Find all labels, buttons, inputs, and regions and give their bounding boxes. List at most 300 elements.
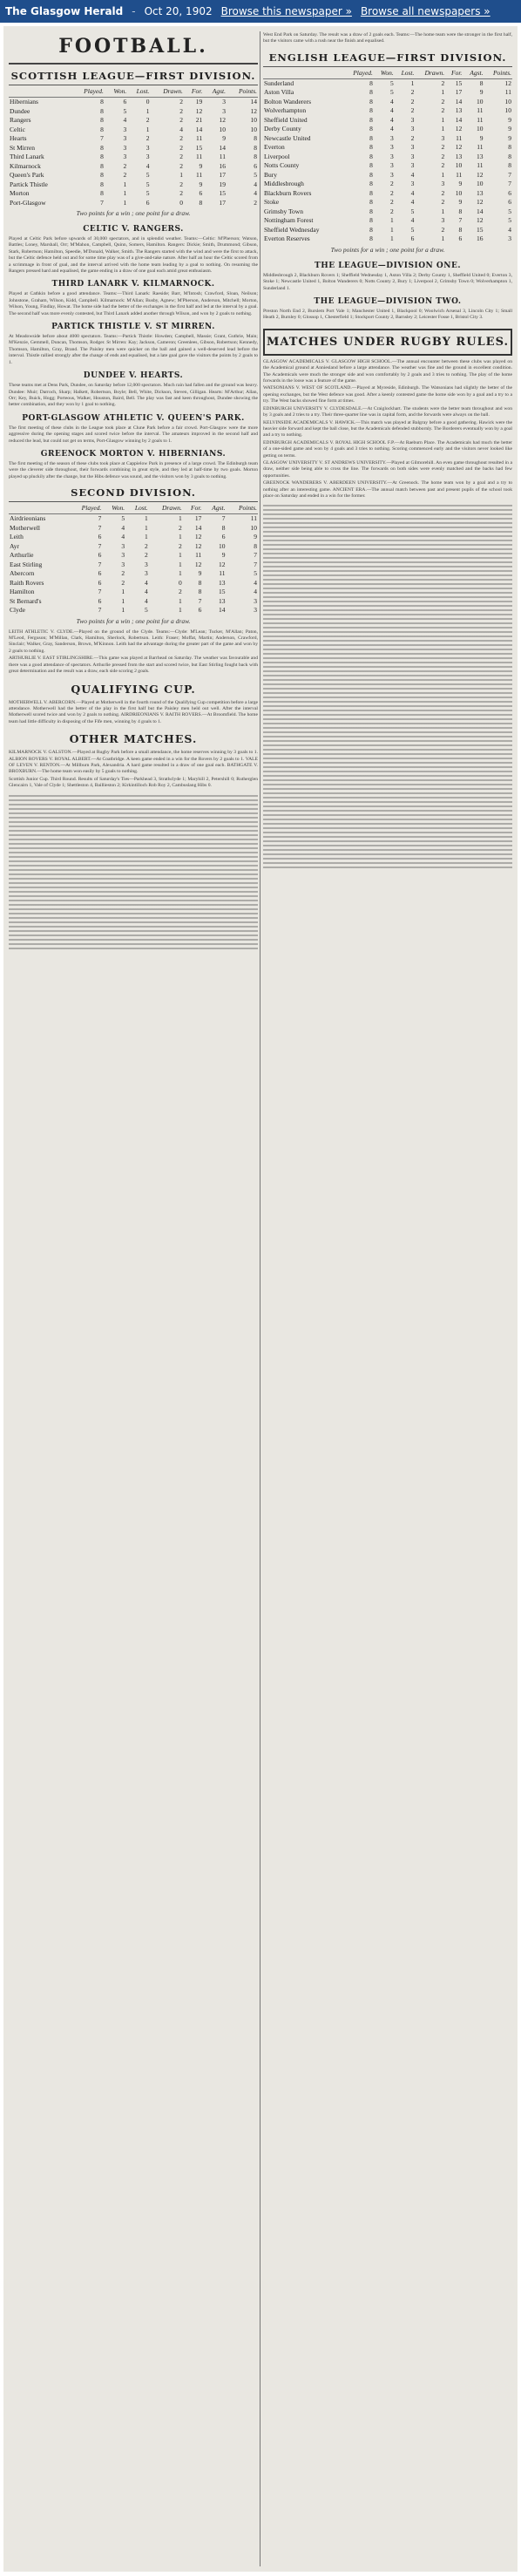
stat-cell: 12 xyxy=(455,143,463,152)
table-row xyxy=(9,116,258,126)
team-name-cell: St Mirren xyxy=(10,143,35,152)
stat-cell: 12 xyxy=(477,198,484,207)
table-row xyxy=(9,569,258,579)
table-header-cell: Won. xyxy=(374,67,395,79)
stat-cell: 3 xyxy=(390,133,394,142)
stat-cell: 3 xyxy=(144,560,148,568)
stat-cell: 6 xyxy=(98,578,102,587)
table-header-cell: Played. xyxy=(71,85,104,98)
table-row xyxy=(263,134,512,144)
league2-table xyxy=(9,502,258,615)
stat-cell: 4 xyxy=(254,578,257,587)
stat-cell: 16 xyxy=(477,234,484,243)
stat-cell: 17 xyxy=(455,88,463,97)
league1-note: Two points for a win ; one point for a draw. xyxy=(76,209,191,217)
stat-cell: 1 xyxy=(144,533,148,541)
table-row xyxy=(9,171,258,180)
stat-cell: 9 xyxy=(199,161,203,170)
match-report-text: ARTHURLIE V. EAST STIRLINGSHIRE.—This game was played at Barrhead on Saturday. The weather was favourable and there was a good attendance of spectators. Arthurlie pressed from the start and scored twice, but East Stirling fought back with great determination and the result was a draw, each side scoring 2 goals. xyxy=(9,656,258,675)
team-name-cell: Arthurlie xyxy=(10,551,34,560)
team-name-cell: Notts County xyxy=(264,161,300,170)
match-report-title: PORT-GLASGOW ATHLETIC V. QUEEN'S PARK. xyxy=(22,413,245,423)
team-name-cell: Hamilton xyxy=(10,588,35,596)
stat-cell: 11 xyxy=(195,153,203,160)
browser-toolbar xyxy=(0,0,521,23)
stat-cell: 2 xyxy=(441,161,445,170)
stat-cell: 2 xyxy=(441,143,445,152)
table-row xyxy=(263,171,512,180)
stat-cell: 1 xyxy=(123,180,127,188)
stat-cell: 14 xyxy=(455,115,463,124)
division-two-results: Preston North End 2, Burslem Port Vale 1; Manchester United 1, Blackpool 0; Woolwich Arsenal 3, Lincoln City 1; Small Heath 2, Burnley 0; Glossop 1, Chesterfield 1; Stockport County 2, Barnsley 2; Leicester Fosse 1, Bristol City 3. xyxy=(263,309,512,321)
dense-print-block-right xyxy=(263,505,512,871)
stat-cell: 8 xyxy=(198,588,202,596)
stat-cell: 12 xyxy=(477,170,484,179)
stat-cell: 7 xyxy=(100,198,104,207)
team-name-cell: Motherwell xyxy=(10,523,40,532)
stat-cell: 3 xyxy=(410,143,415,152)
stat-cell: 10 xyxy=(504,97,511,105)
stat-cell: 14 xyxy=(195,125,203,133)
stat-cell: 1 xyxy=(121,596,125,605)
stat-cell: 10 xyxy=(219,541,226,550)
stat-cell: 11 xyxy=(195,134,203,142)
team-name-cell: Hibernians xyxy=(10,98,38,105)
title-separator: - xyxy=(132,5,136,17)
table-header-cell: Drawn. xyxy=(415,67,445,79)
stat-cell: 15 xyxy=(219,588,226,596)
table-row xyxy=(9,134,258,144)
stat-cell: 6 xyxy=(98,596,102,605)
stat-cell: 13 xyxy=(455,152,463,160)
table-row xyxy=(263,207,512,217)
stat-cell: 10 xyxy=(219,125,227,133)
table-row xyxy=(263,161,512,171)
team-name-cell: Bolton Wanderers xyxy=(264,97,312,105)
table-row xyxy=(263,180,512,189)
stat-cell: 9 xyxy=(508,133,511,142)
stat-cell: 5 xyxy=(145,171,150,179)
team-name-cell: Third Lanark xyxy=(10,153,44,160)
stat-cell: 9 xyxy=(508,125,511,133)
stat-cell: 10 xyxy=(477,97,484,105)
stat-cell: 13 xyxy=(477,188,484,197)
stat-cell: 4 xyxy=(144,596,148,605)
stat-cell: 2 xyxy=(179,106,183,115)
stat-cell: 12 xyxy=(250,106,257,115)
team-name-cell: Sheffield Wednesday xyxy=(264,225,320,234)
stat-cell: 2 xyxy=(179,161,183,170)
table-header-cell: Agst. xyxy=(463,67,484,79)
stat-cell: 8 xyxy=(254,134,257,142)
stat-cell: 5 xyxy=(508,207,511,215)
cup-title: QUALIFYING CUP. xyxy=(71,682,196,696)
page-masthead: FOOTBALL. xyxy=(9,31,258,65)
stat-cell: 6 xyxy=(221,533,226,541)
newspaper-page-scan xyxy=(3,26,518,2572)
stat-cell: 2 xyxy=(410,97,415,105)
stat-cell: 8 xyxy=(254,153,257,160)
team-name-cell: Clyde xyxy=(10,606,25,615)
team-name-cell: Hearts xyxy=(10,134,27,142)
match-report-text: EDINBURGH UNIVERSITY V. CLYDESDALE.—At Craiglockhart. The students were the better team throughout and won by 3 goals and 2 tries to a try. Their three-quarter line was in capital form, and the forwards were always on the ball. xyxy=(263,405,512,418)
stat-cell: 4 xyxy=(121,523,125,532)
stat-cell: 7 xyxy=(98,606,102,615)
stat-cell: 15 xyxy=(195,143,203,152)
stat-cell: 8 xyxy=(369,88,373,97)
stat-cell: 3 xyxy=(222,106,227,115)
stat-cell: 13 xyxy=(477,152,484,160)
stat-cell: 3 xyxy=(441,180,445,188)
stat-cell: 17 xyxy=(219,171,227,179)
stat-cell: 4 xyxy=(508,225,511,234)
stat-cell: 3 xyxy=(121,560,125,568)
stat-cell: 9 xyxy=(198,569,202,578)
match-reports xyxy=(9,221,258,480)
stat-cell: 3 xyxy=(390,152,394,160)
stat-cell: 3 xyxy=(121,551,125,560)
stat-cell: 2 xyxy=(390,207,394,215)
stat-cell: 8 xyxy=(369,170,373,179)
table-row xyxy=(9,162,258,172)
stat-cell: 8 xyxy=(100,143,104,152)
team-name-cell: Raith Rovers xyxy=(10,578,44,587)
stat-cell: 6 xyxy=(198,606,202,615)
stat-cell: 11 xyxy=(219,569,226,578)
match-report-title: THIRD LANARK V. KILMARNOCK. xyxy=(51,280,215,289)
match-report-text: Played at Cathkin before a good attendance. Teams:—Third Lanark: Raeside; Barr, M'Intosh; Crawford, Sloan, Neilson; Johnstone, Graham, Wilson, Kidd, Campbell. Kilmarnock: M'Allan; Busby, Agnew; M'Pherson, Anderson, Mitchell; Morton, Wilson, Young, Findlay, Howat. The home side had the better of the exchanges in the first half and led at the interval by a goal. The second half was more evenly contested, but Third Lanark added another through Wilson, and won by 2 goals to nothing. xyxy=(9,291,258,316)
table-row xyxy=(9,126,258,135)
stat-cell: 1 xyxy=(441,115,445,124)
table-header-cell: Won. xyxy=(105,85,127,98)
stat-cell: 5 xyxy=(410,207,415,215)
team-name-cell: Blackburn Rovers xyxy=(264,188,312,197)
stat-cell: 4 xyxy=(254,189,257,197)
stat-cell: 4 xyxy=(390,115,394,124)
stat-cell: 10 xyxy=(250,116,257,124)
tail-text: GREENOCK WANDERERS V. ABERDEEN UNIVERSITY.—At Greenock. The home team won by a goal and a try to nothing after an interesting game. ANCIENT ERA.—The annual match between past and present pupils of the school took place on Saturday and ended in a win for the former. xyxy=(263,480,512,499)
team-name-cell: Sunderland xyxy=(264,78,294,87)
table-row xyxy=(263,143,512,153)
stat-cell: 7 xyxy=(98,514,102,523)
table-header-cell: For. xyxy=(445,67,463,79)
stat-cell: 4 xyxy=(390,106,394,115)
division-one-results: Middlesbrough 2, Blackburn Rovers 1; Sheffield Wednesday 1, Aston Villa 2; Derby County 1, Sheffield United 0; Everton 3, Stoke 1; Newcastle United 1, Bolton Wanderers 0; Notts County 2, Bury 1; Liverpool 2, Grimsby Town 0; Wolverhampton 1, Sunderland 1. xyxy=(263,272,512,291)
stat-cell: 0 xyxy=(178,578,182,587)
stat-cell: 13 xyxy=(219,578,226,587)
stat-cell: 12 xyxy=(455,125,463,133)
dense-print-block xyxy=(9,795,258,952)
team-name-cell: Grimsby Town xyxy=(264,207,303,215)
stat-cell: 7 xyxy=(198,596,202,605)
team-name-cell: Middlesbrough xyxy=(264,180,304,188)
stat-cell: 10 xyxy=(455,188,463,197)
stat-cell: 1 xyxy=(123,189,127,197)
table-header-cell: Agst. xyxy=(203,85,227,98)
table-header-cell: Agst. xyxy=(202,502,226,514)
stat-cell: 5 xyxy=(410,225,415,234)
stat-cell: 2 xyxy=(441,106,445,115)
stat-cell: 6 xyxy=(410,234,415,243)
stat-cell: 8 xyxy=(100,161,104,170)
match-report-text: GLASGOW UNIVERSITY V. ST ANDREWS UNIVERSITY.—Played at Gilmorehill. An even game throughout resulted in a draw, neither side being able to cross the line. The forwards on both sides were evenly matched and the backs had few opportunities. xyxy=(263,459,512,479)
stat-cell: 9 xyxy=(479,88,484,97)
stat-cell: 3 xyxy=(121,541,125,550)
table-row xyxy=(9,533,258,542)
stat-cell: 14 xyxy=(250,98,257,105)
stat-cell: 4 xyxy=(410,216,415,225)
stat-cell: 4 xyxy=(410,188,415,197)
table-row xyxy=(9,606,258,615)
team-name-cell: Rangers xyxy=(10,116,31,124)
stat-cell: 2 xyxy=(410,106,415,115)
stat-cell: 10 xyxy=(250,125,257,133)
stat-cell: 11 xyxy=(456,133,463,142)
table-row xyxy=(9,551,258,561)
team-name-cell: Nottingham Forest xyxy=(264,216,314,225)
stat-cell: 8 xyxy=(369,188,373,197)
table-row xyxy=(263,198,512,207)
stat-cell: 2 xyxy=(410,88,415,97)
table-row xyxy=(9,542,258,552)
stat-cell: 3 xyxy=(390,143,394,152)
stat-cell: 3 xyxy=(222,98,227,105)
stat-cell: 6 xyxy=(98,533,102,541)
stat-cell: 1 xyxy=(441,88,445,97)
stat-cell: 2 xyxy=(179,153,183,160)
stat-cell: 8 xyxy=(369,152,373,160)
stat-cell: 2 xyxy=(441,78,445,87)
stat-cell: 1 xyxy=(441,207,445,215)
stat-cell: 7 xyxy=(254,560,257,568)
stat-cell: 11 xyxy=(195,171,203,179)
team-name-cell: Queen's Park xyxy=(10,171,44,179)
stat-cell: 6 xyxy=(508,198,511,207)
stat-cell: 2 xyxy=(179,180,183,188)
stat-cell: 5 xyxy=(123,106,127,115)
stat-cell: 1 xyxy=(441,125,445,133)
stat-cell: 5 xyxy=(144,606,148,615)
second-division-reports xyxy=(9,629,258,676)
stat-cell: 8 xyxy=(458,207,463,215)
stat-cell: 8 xyxy=(369,125,373,133)
stat-cell: 2 xyxy=(254,198,257,207)
stat-cell: 0 xyxy=(179,198,183,207)
stat-cell: 2 xyxy=(390,198,394,207)
match-report-text: Played at Celtic Park before upwards of 30,000 spectators, and in splendid weather. Teams:—Celtic: M'Pherson; Watson, Battles; Loney, Marshall, Orr; M'Mahon, Campbell, Quinn, Somers, Hamilton. Rangers: Dickie; Smith, Drummond; Gibson, Stark, Robertson; Hamilton, Speedie, M'Donald, Walker, Smith. The Rangers started with the wind and were the first to attack, but the Celtic defence held out and for some time play was of a give-and-take nature. After half an hour the Celtic scored from a scrimmage in front of goal, and the interval arrived with the home team leading by a goal to nothing. On resuming the Rangers pressed hard and equalised, the game ending in a draw of one goal each amid great enthusiasm. xyxy=(9,236,258,275)
stat-cell: 13 xyxy=(219,596,226,605)
table-header-cell: For. xyxy=(183,502,203,514)
stat-cell: 4 xyxy=(144,588,148,596)
stat-cell: 11 xyxy=(477,161,484,170)
stat-cell: 1 xyxy=(410,78,415,87)
match-report-text: The first meeting of the season of these clubs took place at Cappielow Park in presence of a large crowd. The Edinburgh team were the cleverer side throughout, their forwards combining in great style, and they led at half-time by two goals. Morton played up pluckily after the change, but the Hibs defence was sound, and the visitors won by 3 goals to nothing. xyxy=(9,460,258,479)
stat-cell: 7 xyxy=(98,523,102,532)
team-name-cell: Aston Villa xyxy=(264,88,294,97)
table-row xyxy=(9,98,258,107)
match-report-title: PARTICK THISTLE V. ST MIRREN. xyxy=(51,323,215,332)
english-league-table xyxy=(263,67,512,244)
match-report-text: At Meadowside before about 4000 spectators. Teams:—Partick Thistle: Howden; Campbell, Massie; Grant, Guthrie, Main; M'Kenzie, Gemmell, Duncan, Thomson, Rodger. St Mirren: Kay; Jackson, Cameron; Greenlees, Gibson, Robertson; Kennedy, Thomson, Hamilton, Gray, Brand. The Paisley men were quicker on the ball and gained a well-deserved lead before the interval. Thistle rallied strongly after the change of ends and equalised, but a late goal gave the visitors the points by 2 goals to 1. xyxy=(9,334,258,365)
stat-cell: 8 xyxy=(369,225,373,234)
stat-cell: 8 xyxy=(369,78,373,87)
stat-cell: 3 xyxy=(390,161,394,170)
table-header-cell: Lost. xyxy=(395,67,416,79)
team-name-cell: Celtic xyxy=(10,125,25,133)
stat-cell: 9 xyxy=(254,533,257,541)
stat-cell: 11 xyxy=(250,514,257,523)
stat-cell: 1 xyxy=(123,198,127,207)
stat-cell: 9 xyxy=(458,198,463,207)
stat-cell: 3 xyxy=(410,115,415,124)
stat-cell: 3 xyxy=(123,134,127,142)
division-two-title: THE LEAGUE—DIVISION TWO. xyxy=(314,297,462,307)
league2-note: Two points for a win ; one point for a draw. xyxy=(76,616,191,625)
stat-cell: 12 xyxy=(194,533,202,541)
browse-issue-link[interactable]: Browse this newspaper » xyxy=(220,5,352,17)
team-name-cell: Everton Reserves xyxy=(264,234,310,243)
team-name-cell: Abercorn xyxy=(10,569,35,578)
stat-cell: 2 xyxy=(178,588,182,596)
browse-all-link[interactable]: Browse all newspapers » xyxy=(360,5,491,17)
newspaper-title: The Glasgow Herald xyxy=(5,5,124,17)
table-row xyxy=(263,78,512,88)
table-row xyxy=(263,125,512,134)
table-row xyxy=(9,524,258,534)
stat-cell: 8 xyxy=(369,161,373,170)
stat-cell: 2 xyxy=(144,541,148,550)
match-report-text: KELVINSIDE ACADEMICALS V. HAWICK.—This match was played at Balgray before a good gathering. Hawick were the heavier side forward and kept the ball close, but the Academicals defended stubbornly. The Borderers eventually won by a goal and a try to nothing. xyxy=(263,419,512,438)
stat-cell: 3 xyxy=(123,125,127,133)
stat-cell: 9 xyxy=(479,133,484,142)
stat-cell: 2 xyxy=(441,97,445,105)
stat-cell: 11 xyxy=(456,170,463,179)
stat-cell: 2 xyxy=(441,188,445,197)
stat-cell: 1 xyxy=(145,106,150,115)
stat-cell: 11 xyxy=(504,88,511,97)
stat-cell: 8 xyxy=(221,523,226,532)
stat-cell: 2 xyxy=(145,134,150,142)
stat-cell: 14 xyxy=(219,606,226,615)
stat-cell: 5 xyxy=(145,180,150,188)
table-row xyxy=(9,189,258,199)
table-row xyxy=(263,153,512,162)
table-row xyxy=(9,199,258,208)
stat-cell: 1 xyxy=(441,170,445,179)
stat-cell: 3 xyxy=(410,180,415,188)
stat-cell: 2 xyxy=(121,569,125,578)
table-header-cell: For. xyxy=(184,85,203,98)
stat-cell: 2 xyxy=(123,171,127,179)
team-name-cell: Partick Thistle xyxy=(10,180,48,188)
stat-cell: 2 xyxy=(179,134,183,142)
stat-cell: 12 xyxy=(219,560,226,568)
stat-cell: 1 xyxy=(178,569,182,578)
stat-cell: 2 xyxy=(441,152,445,160)
team-name-cell: Dundee xyxy=(10,106,30,115)
team-name-cell: Port-Glasgow xyxy=(10,198,46,207)
table-row xyxy=(9,107,258,117)
table-header-cell: Drawn. xyxy=(149,502,183,514)
stat-cell: 2 xyxy=(179,98,183,105)
stat-cell: 2 xyxy=(179,143,183,152)
stat-cell: 8 xyxy=(458,225,463,234)
stat-cell: 1 xyxy=(178,551,182,560)
stat-cell: 21 xyxy=(195,116,203,124)
stat-cell: 5 xyxy=(390,88,394,97)
english-league-title: ENGLISH LEAGUE—FIRST DIVISION. xyxy=(263,46,512,67)
stat-cell: 1 xyxy=(179,171,183,179)
stat-cell: 4 xyxy=(123,116,127,124)
stat-cell: 6 xyxy=(199,189,203,197)
table-header-cell: Lost. xyxy=(127,85,150,98)
table-row xyxy=(263,106,512,116)
stat-cell: 9 xyxy=(222,134,227,142)
table-row xyxy=(263,189,512,199)
stat-cell: 8 xyxy=(198,578,202,587)
team-name-cell: Morton xyxy=(10,189,30,197)
stat-cell: 11 xyxy=(195,551,202,560)
stat-cell: 11 xyxy=(477,115,484,124)
stat-cell: 8 xyxy=(254,541,257,550)
stat-cell: 12 xyxy=(195,106,203,115)
right-column xyxy=(263,31,512,2566)
stat-cell: 14 xyxy=(455,97,463,105)
table-header-cell: Points. xyxy=(484,67,512,79)
stat-cell: 9 xyxy=(221,551,226,560)
league1-table xyxy=(9,85,258,207)
stat-cell: 7 xyxy=(98,541,102,550)
team-name-cell: Liverpool xyxy=(264,152,290,160)
stat-cell: 8 xyxy=(369,143,373,152)
stat-cell: 1 xyxy=(178,533,182,541)
stat-cell: 4 xyxy=(254,588,257,596)
league2-title: SECOND DIVISION. xyxy=(9,481,258,502)
team-name-cell: Sheffield United xyxy=(264,115,308,124)
stat-cell: 12 xyxy=(504,78,511,87)
stat-cell: 9 xyxy=(199,180,203,188)
stat-cell: 3 xyxy=(410,152,415,160)
stat-cell: 8 xyxy=(369,97,373,105)
stat-cell: 11 xyxy=(477,143,484,152)
stat-cell: 2 xyxy=(179,116,183,124)
stat-cell: 1 xyxy=(145,125,150,133)
match-report-text: GLASGOW ACADEMICALS V. GLASGOW HIGH SCHOOL.—The annual encounter between these clubs was played on the Academical ground at Anniesland before a large attendance. The weather was fine and the ground in excellent condition. The Academicals were much the stronger side and won comfortably by 2 goals and 3 tries to nothing. The play of the home forwards in the loose was a feature of the game. xyxy=(263,358,512,384)
stat-cell: 2 xyxy=(410,133,415,142)
stat-cell: 3 xyxy=(144,569,148,578)
division-one-title: THE LEAGUE—DIVISION ONE. xyxy=(315,261,461,270)
stat-cell: 7 xyxy=(221,514,226,523)
stat-cell: 8 xyxy=(369,216,373,225)
stat-cell: 1 xyxy=(144,514,148,523)
stat-cell: 4 xyxy=(254,180,257,188)
team-name-cell: Leith xyxy=(10,533,24,541)
stat-cell: 3 xyxy=(410,161,415,170)
stat-cell: 12 xyxy=(477,216,484,225)
stat-cell: 1 xyxy=(390,234,394,243)
stat-cell: 7 xyxy=(508,180,511,188)
stat-cell: 8 xyxy=(369,180,373,188)
match-report-title: GREENOCK MORTON V. HIBERNIANS. xyxy=(40,449,227,459)
stat-cell: 14 xyxy=(477,207,484,215)
team-name-cell: Bury xyxy=(264,170,277,179)
issue-date: Oct 20, 1902 xyxy=(144,5,213,17)
stat-cell: 8 xyxy=(369,198,373,207)
table-row xyxy=(9,597,258,607)
stat-cell: 9 xyxy=(508,115,511,124)
table-row xyxy=(263,98,512,107)
other-matches-text: KILMARNOCK V. GALSTON.—Played at Rugby Park before a small attendance, the home reserves winning by 3 goals to 1. ALBION ROVERS V. ROYAL ALBERT.—At Coatbridge. A keen game ended in a win for the Rovers by 2 goals to 1. VALE OF LEVEN V. RENTON.—At Millburn Park, Alexandria. A hard game resulted in a draw of one goal each. BATHGATE V. BROXBURN.—The home team won easily by 5 goals to nothing. xyxy=(9,750,258,775)
